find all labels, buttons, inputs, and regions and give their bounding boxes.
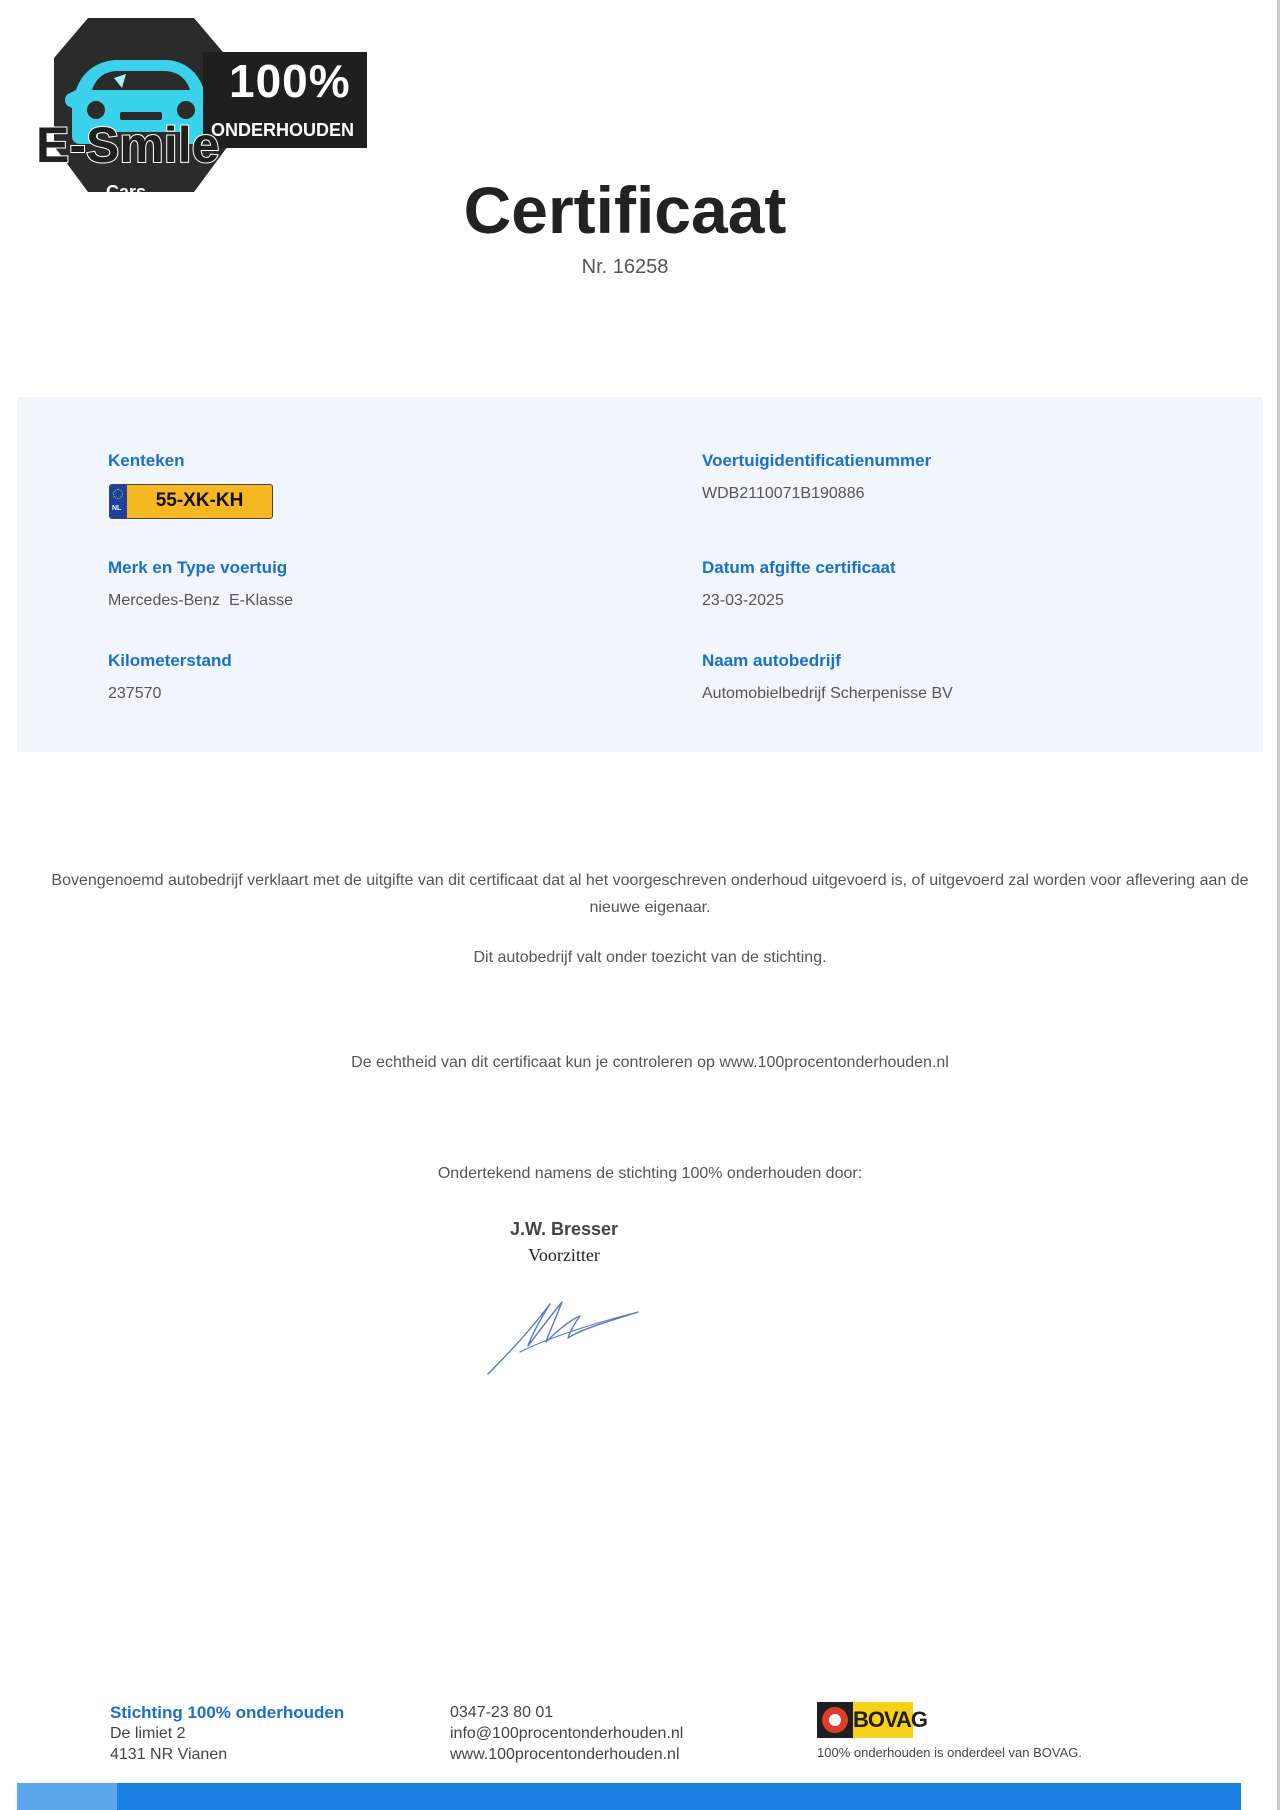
verify-text: De echtheid van dit certificaat kun je controleren op www.100procentonderhouden.nl [351, 1054, 949, 1071]
bottom-bar [17, 1783, 1241, 1810]
km-label: Kilometerstand [108, 651, 232, 670]
vin-value: WDB2110071B190886 [702, 485, 865, 502]
kenteken-label: Kenteken [108, 451, 185, 470]
website-link[interactable]: www.100procentonderhouden.nl [450, 1746, 680, 1763]
bovag-label: BOVAG [853, 1702, 913, 1738]
signature-icon [480, 1290, 650, 1380]
make-field [108, 558, 293, 610]
declaration-text: Bovengenoemd autobedrijf verklaart met de uitgifte van dit certificaat dat al het voorgeschreven onderhoud uitgevoerd is, of uitgevoerd zal worden voor aflevering aan de nieuwe eigenaar. [51, 872, 1249, 916]
badge-percent: 100% [229, 55, 351, 107]
company-value: Automobielbedrijf Scherpenisse BV [702, 685, 953, 702]
make-value: Mercedes-Benz E-Klasse [108, 592, 293, 609]
onderhouden-badge [203, 52, 367, 148]
plate-country: NL [112, 505, 122, 512]
org-name: Stichting 100% onderhouden [110, 1703, 345, 1722]
kenteken-field [108, 451, 185, 471]
company-label: Naam autobedrijf [702, 651, 841, 670]
km-field [108, 651, 232, 703]
vin-label: Voertuigidentificatienummer [702, 451, 932, 470]
date-field [702, 558, 896, 610]
email-link[interactable]: info@100procentonderhouden.nl [450, 1725, 684, 1742]
signer-role: Voorzitter [528, 1245, 600, 1265]
brand-name: E-Smile [36, 117, 220, 173]
signer-name: J.W. Bresser [509, 1219, 619, 1239]
bovag-q-icon [817, 1702, 853, 1738]
bottom-bar-chip [17, 1783, 117, 1810]
certificate-number: Nr. 16258 [581, 256, 669, 278]
signed-by-text: Ondertekend namens de stichting 100% onderhouden door: [437, 1165, 863, 1182]
badge-subtext: ONDERHOUDEN [211, 120, 355, 140]
supervision-text: Dit autobedrijf valt onder toezicht van de stichting. [473, 949, 827, 966]
phone: 0347-23 80 01 [450, 1704, 554, 1721]
bovag-logo [817, 1702, 928, 1738]
date-label: Datum afgifte certificaat [702, 558, 896, 577]
page-title: Certificaat [463, 173, 787, 247]
footer-org [110, 1702, 344, 1765]
make-label: Merk en Type voertuig [108, 558, 288, 577]
date-value: 23-03-2025 [702, 592, 784, 609]
address-line2: 4131 NR Vianen [110, 1746, 228, 1763]
company-field [702, 651, 953, 703]
km-value: 237570 [108, 685, 162, 702]
plate-number: 55-XK-KH [155, 490, 244, 511]
license-plate [109, 484, 273, 519]
vin-field [702, 451, 931, 503]
brand-sub: Cars [106, 182, 147, 202]
bovag-note: 100% onderhouden is onderdeel van BOVAG. [817, 1745, 1082, 1760]
eu-flag-icon [110, 485, 127, 518]
address-line1: De limiet 2 [110, 1725, 186, 1742]
footer-contact [450, 1702, 683, 1765]
